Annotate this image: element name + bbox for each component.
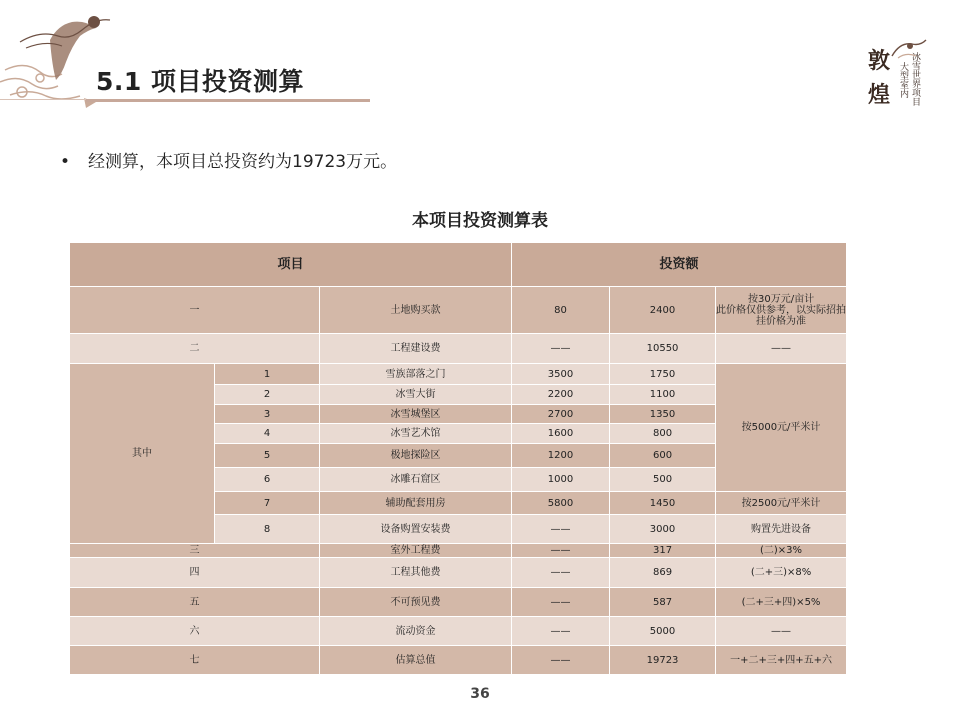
row-note: (二)×3%: [716, 544, 847, 558]
table-row: [70, 558, 847, 588]
sub-name: 雪族部落之门: [320, 364, 512, 385]
table-row: [70, 287, 847, 334]
table-row: [70, 364, 847, 385]
row-amount: 19723: [610, 646, 716, 675]
row-name: 室外工程费: [320, 544, 512, 558]
table-row: [70, 334, 847, 364]
sub-qty: 2700: [512, 405, 610, 424]
logo-char-1: 敦: [868, 48, 891, 74]
row-qty: ——: [512, 558, 610, 588]
sub-amount: 1100: [610, 385, 716, 405]
row-name: 估算总值: [320, 646, 512, 675]
row-qty: 80: [512, 287, 610, 334]
sub-no: 4: [215, 424, 320, 444]
row-no: 七: [70, 646, 320, 675]
row-qty: ——: [512, 334, 610, 364]
table-row: [70, 646, 847, 675]
row-name: 工程其他费: [320, 558, 512, 588]
summary-text: 经测算，本项目总投资约为19723万元。: [88, 152, 398, 172]
row-note: 按30万元/亩计 此价格仅供参考，以实际招拍挂价格为准: [716, 287, 847, 334]
row-amount: 317: [610, 544, 716, 558]
sub-name: 冰雕石窟区: [320, 468, 512, 492]
row-qty: ——: [512, 588, 610, 617]
sub-name: 冰雪城堡区: [320, 405, 512, 424]
row-amount: 10550: [610, 334, 716, 364]
sub-qty: 3500: [512, 364, 610, 385]
table-title: 本项目投资测算表: [412, 211, 548, 231]
row-no: 三: [70, 544, 320, 558]
bullet-dot-icon: •: [60, 152, 71, 172]
row-note: ——: [716, 334, 847, 364]
sub-no: 7: [215, 492, 320, 515]
sub-note: 购置先进设备: [716, 515, 847, 544]
sub-qty: ——: [512, 515, 610, 544]
table-row: [70, 617, 847, 646]
row-no: 一: [70, 287, 320, 334]
sub-amount: 500: [610, 468, 716, 492]
page-number: 36: [470, 686, 490, 702]
row-amount: 2400: [610, 287, 716, 334]
row-note: 一+二+三+四+五+六: [716, 646, 847, 675]
table-row: [70, 588, 847, 617]
investment-table: [69, 242, 847, 675]
sub-no: 5: [215, 444, 320, 468]
sub-note: 按5000元/平米计: [716, 364, 847, 492]
sub-no: 2: [215, 385, 320, 405]
title-underline: [86, 99, 370, 102]
sub-qty: 1600: [512, 424, 610, 444]
sub-qty: 2200: [512, 385, 610, 405]
row-no: 二: [70, 334, 320, 364]
sub-no: 8: [215, 515, 320, 544]
logo-apsara-icon: [890, 36, 928, 62]
row-note: (二+三)×8%: [716, 558, 847, 588]
page-title: 5.1 项目投资测算: [96, 67, 304, 96]
sub-name: 设备购置安装费: [320, 515, 512, 544]
row-amount: 587: [610, 588, 716, 617]
sub-qty: 5800: [512, 492, 610, 515]
row-note: ——: [716, 617, 847, 646]
sub-amount: 1450: [610, 492, 716, 515]
group-label: 其中: [70, 364, 215, 544]
row-qty: ——: [512, 617, 610, 646]
dunhuang-logo: [850, 36, 930, 126]
row-amount: 869: [610, 558, 716, 588]
row-name: 工程建设费: [320, 334, 512, 364]
row-qty: ——: [512, 646, 610, 675]
sub-amount: 600: [610, 444, 716, 468]
sub-note: 按2500元/平米计: [716, 492, 847, 515]
sub-amount: 3000: [610, 515, 716, 544]
row-amount: 5000: [610, 617, 716, 646]
row-name: 土地购买款: [320, 287, 512, 334]
summary-bullet: [60, 147, 397, 172]
row-name: 不可预见费: [320, 588, 512, 617]
sub-qty: 1000: [512, 468, 610, 492]
row-note: (二+三+四)×5%: [716, 588, 847, 617]
sub-no: 1: [215, 364, 320, 385]
sub-amount: 1750: [610, 364, 716, 385]
logo-subtitle-1: 冰雪世界项目: [910, 52, 920, 106]
logo-subtitle-2: 大型室内: [898, 62, 908, 98]
row-no: 五: [70, 588, 320, 617]
sub-qty: 1200: [512, 444, 610, 468]
row-no: 四: [70, 558, 320, 588]
table-header-row: [70, 243, 847, 287]
sub-amount: 800: [610, 424, 716, 444]
sub-name: 冰雪大街: [320, 385, 512, 405]
sub-name: 冰雪艺术馆: [320, 424, 512, 444]
row-no: 六: [70, 617, 320, 646]
table-row: [70, 544, 847, 558]
sub-no: 3: [215, 405, 320, 424]
logo-char-2: 煌: [868, 82, 891, 108]
row-name: 流动资金: [320, 617, 512, 646]
sub-no: 6: [215, 468, 320, 492]
title-underline-left: [0, 99, 90, 100]
row-qty: ——: [512, 544, 610, 558]
header-amount: 投资额: [512, 243, 847, 287]
header-item: 项目: [70, 243, 512, 287]
sub-name: 辅助配套用房: [320, 492, 512, 515]
sub-amount: 1350: [610, 405, 716, 424]
sub-name: 极地探险区: [320, 444, 512, 468]
